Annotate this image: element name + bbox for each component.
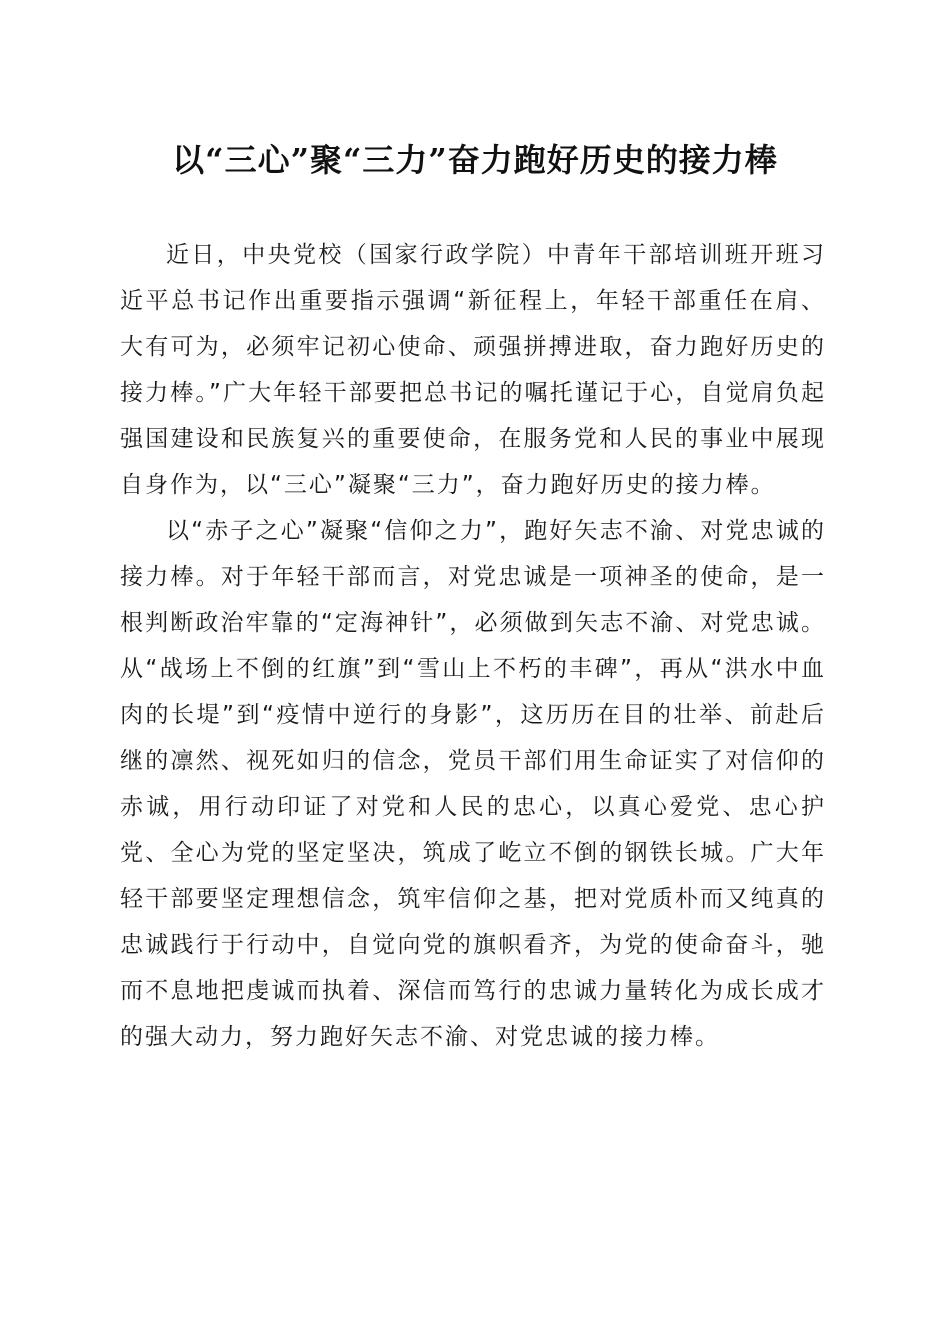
paragraph-loyalty: 以“赤子之心”凝聚“信仰之力”，跑好矢志不渝、对党忠诚的接力棒。对于年轻干部而言，对党忠诚是一项神圣的使命，是一根判断政治牢靠的“定海神针”，必须做到矢志不渝、对党忠诚。从“战场上不倒的红旗”到“雪山上不朽的丰碑”，再从“洪水中血肉的长堤”到“疫情中逆行的身影”，这历历在目的壮举、前赴后继的凛然、视死如归的信念，党员干部们用生命证实了对信仰的赤诚，用行动印证了对党和人民的忠心，以真心爱党、忠心护党、全心为党的坚定坚决，筑成了屹立不倒的钢铁长城。广大年轻干部要坚定理想信念，筑牢信仰之基，把对党质朴而又纯真的忠诚践行于行动中，自觉向党的旗帜看齐，为党的使命奋斗，驰而不息地把虔诚而执着、深信而笃行的忠诚力量转化为成长成才的强大动力，努力跑好矢志不渝、对党忠诚的接力棒。 [120, 518, 826, 1050]
paragraph-intro: 近日，中央党校（国家行政学院）中青年干部培训班开班习近平总书记作出重要指示强调“新征程上，年轻干部重任在肩、大有可为，必须牢记初心使命、顽强拼搏进取，奋力跑好历史的接力棒。”广大年轻干部要把总书记的嘱托谨记于心，自觉肩负起强国建设和民族复兴的重要使命，在服务党和人民的事业中展现自身作为，以“三心”凝聚“三力”，奋力跑好历史的接力棒。 [120, 242, 826, 498]
document-body [120, 232, 826, 1060]
document-title: 以“三心”聚“三力”奋力跑好历史的接力棒 [172, 141, 778, 179]
